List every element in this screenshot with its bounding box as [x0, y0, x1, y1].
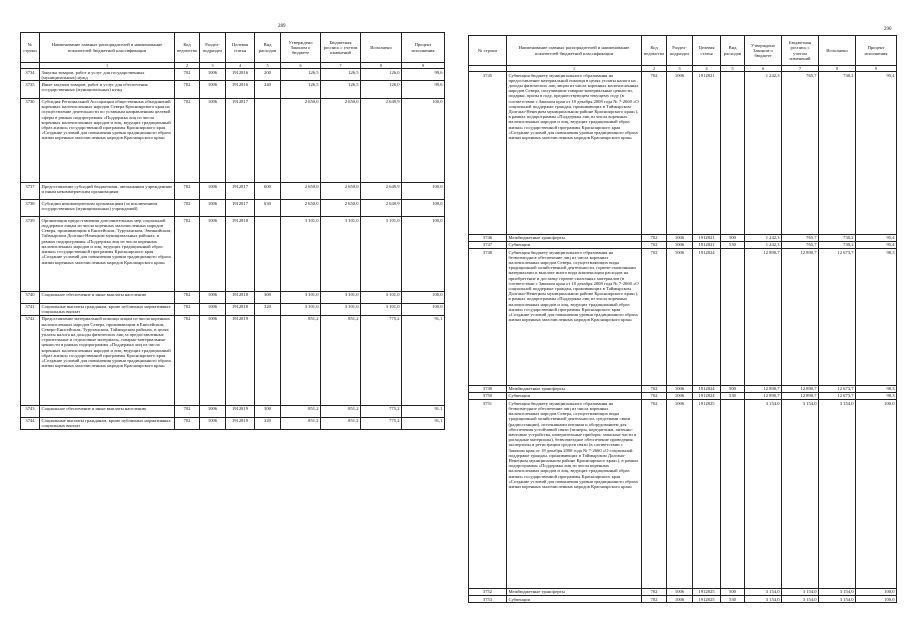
expense-type-cell: 300: [255, 291, 281, 303]
description-cell: Предоставление субсидий бюджетным, автономным учреждениям и иным некоммерческим организациям: [40, 183, 175, 200]
execution-percent-cell: 95,4: [856, 234, 897, 241]
executed-amount-cell: 126,0: [361, 81, 402, 98]
table-row: [469, 72, 897, 235]
expense-type-cell: 600: [255, 183, 281, 200]
header-cell: Наименование главных распорядителей и наименование показателей бюджетной классификации: [507, 36, 642, 66]
execution-percent-cell: 98,3: [856, 392, 897, 399]
column-number: 2: [642, 66, 667, 72]
page-number: 289: [278, 24, 286, 29]
ministry-code-cell: 702: [175, 217, 200, 291]
execution-percent-cell: 100,0: [402, 98, 445, 183]
expense-type-cell: 500: [721, 588, 745, 595]
header-cell: № строки: [469, 36, 507, 66]
header-cell: Процент исполнения: [856, 36, 897, 66]
budget-list-amount-cell: 3 101,0: [321, 291, 361, 303]
section-code-cell: 1006: [200, 183, 226, 200]
target-article-cell: 1912825: [693, 596, 721, 603]
section-code-cell: 1006: [200, 315, 226, 405]
target-article-cell: 1912817: [226, 98, 255, 183]
header-cell: Целевая статья: [226, 33, 255, 63]
target-article-cell: 1912818: [226, 217, 255, 291]
section-code-cell: 1006: [200, 291, 226, 303]
target-article-cell: 1912825: [693, 400, 721, 589]
execution-percent-cell: 99,6: [402, 69, 445, 81]
column-number: 2: [175, 63, 200, 69]
approved-amount-cell: 2 650,0: [281, 200, 321, 217]
section-code-cell: 1006: [667, 234, 693, 241]
expense-type-cell: [255, 217, 281, 291]
execution-percent-cell: 100,0: [856, 588, 897, 595]
row-number-cell: 3736: [21, 98, 40, 183]
expense-type-cell: 530: [721, 392, 745, 399]
row-number-cell: 3739: [21, 217, 40, 291]
target-article-cell: 1912818: [226, 303, 255, 315]
section-code-cell: 1006: [200, 200, 226, 217]
execution-percent-cell: 95,4: [856, 241, 897, 248]
approved-amount-cell: 126,5: [281, 69, 321, 81]
description-cell: Социальное обеспечение и иные выплаты населению: [40, 405, 175, 417]
row-number-cell: 3748: [469, 249, 507, 386]
approved-amount-cell: 1 242,3: [745, 72, 782, 235]
row-number-cell: 3753: [469, 596, 507, 603]
row-number-cell: 3749: [469, 385, 507, 392]
column-number: 1: [40, 63, 175, 69]
expense-type-cell: 630: [255, 200, 281, 217]
table-row: [21, 183, 445, 200]
approved-amount-cell: 2 650,0: [281, 183, 321, 200]
target-article-cell: 1912817: [226, 200, 255, 217]
approved-amount-cell: 851,2: [281, 315, 321, 405]
header-cell: Раздел-подраздел: [200, 33, 226, 63]
column-number: 4: [226, 63, 255, 69]
description-cell: Иные закупки товаров, работ и услуг для обеспечения государственных (муниципальных) нужд: [40, 81, 175, 98]
execution-percent-cell: 98,3: [856, 249, 897, 386]
header-cell: Процент исполнения: [402, 33, 445, 63]
executed-amount-cell: 775,2: [361, 417, 402, 429]
row-number-cell: 3746: [469, 234, 507, 241]
section-code-cell: 1006: [200, 81, 226, 98]
expense-type-cell: 530: [721, 596, 745, 603]
description-cell: Социальное обеспечение и иные выплаты населению: [40, 291, 175, 303]
description-cell: Субвенции: [507, 392, 642, 399]
ministry-code-cell: 702: [642, 385, 667, 392]
ministry-code-cell: 702: [642, 392, 667, 399]
executed-amount-cell: 12 673,7: [819, 249, 856, 386]
header-cell: Вид расходов: [721, 36, 745, 66]
budget-list-amount-cell: 2 650,0: [321, 200, 361, 217]
column-number: 3: [200, 63, 226, 69]
description-cell: Закупка товаров, работ и услуг для государственных (муниципальных) нужд: [40, 69, 175, 81]
expense-type-cell: [721, 400, 745, 589]
approved-amount-cell: 1 242,3: [745, 241, 782, 248]
expense-type-cell: 320: [255, 303, 281, 315]
approved-amount-cell: 1 242,3: [745, 234, 782, 241]
ministry-code-cell: 702: [642, 241, 667, 248]
column-number: 4: [693, 66, 721, 72]
row-number-cell: 3737: [21, 183, 40, 200]
row-number-cell: 3747: [469, 241, 507, 248]
table-header-row: [469, 36, 897, 66]
column-number: 8: [361, 63, 402, 69]
approved-amount-cell: 12 890,7: [745, 249, 782, 386]
table-row: [469, 596, 897, 603]
target-article-cell: 1912819: [226, 315, 255, 405]
table-row: [21, 200, 445, 217]
executed-amount-cell: 775,2: [361, 315, 402, 405]
table-row: [21, 417, 445, 429]
ministry-code-cell: 702: [175, 315, 200, 405]
section-code-cell: 1006: [200, 303, 226, 315]
table-row: [21, 315, 445, 405]
executed-amount-cell: 12 673,7: [819, 392, 856, 399]
budget-list-amount-cell: 3 154,0: [782, 588, 819, 595]
execution-percent-cell: 100,0: [856, 596, 897, 603]
description-cell: Предоставление материальной помощи лицам из числа коренных малочисленных народов Севера, проживающим в Енисейском, Северо-Енисейском, Туруханском, Таймырском районах, в целях уплаты налога на доходы физических лиц за предоставленные строительные и отделочные материалы, товарно-материальные ценности в рамках подпрограммы «Поддержка лиц из числа коренных малочисленных народов и лиц, ведущих традиционный образ жизни» государственной программы Красноярского края «Создание условий для повышения уровня традиционного образа жизни коренных малочисленных народов Красноярского края»: [40, 315, 175, 405]
ministry-code-cell: 702: [175, 69, 200, 81]
target-article-cell: 1912821: [693, 72, 721, 235]
expense-type-cell: 240: [255, 81, 281, 98]
row-number-cell: 3750: [469, 392, 507, 399]
section-code-cell: 1006: [667, 72, 693, 235]
approved-amount-cell: 126,5: [281, 81, 321, 98]
expense-type-cell: 320: [255, 417, 281, 429]
description-cell: Субвенции: [507, 596, 642, 603]
header-cell: Бюджетная роспись с учетом изменений: [321, 33, 361, 63]
target-article-cell: 1912816: [226, 69, 255, 81]
approved-amount-cell: 3 154,0: [745, 596, 782, 603]
description-cell: Субвенция бюджету муниципального образования на безвозмездное обеспечение лиц из числа коренных малочисленных народов Севера, осуществляющих виды традиционной хозяйственной деятельности, горюче-смазочными материалами и выплате иного вида компенсации расходов на приобретение и доставку горюче-смазочных материалов (в соответствии с Законом края от 18 декабря 2008 года № 7-2660 «О социальной поддержке граждан, проживающих в Таймырском Долгано-Ненецком муниципальном районе Красноярского края»), в рамках подпрограммы «Поддержка лиц из числа коренных малочисленных народов и лиц, ведущих традиционный образ жизни» государственной программы Красноярского края «Создание условий для повышения уровня традиционного образа жизни коренных малочисленных народов Красноярского края»: [507, 249, 642, 386]
table-row: [469, 392, 897, 399]
budget-list-amount-cell: 126,5: [321, 69, 361, 81]
executed-amount-cell: 3 101,0: [361, 217, 402, 291]
column-number: 6: [281, 63, 321, 69]
table-row: [21, 291, 445, 303]
ministry-code-cell: 702: [642, 72, 667, 235]
target-article-cell: 1912816: [226, 81, 255, 98]
section-code-cell: 1006: [200, 69, 226, 81]
target-article-cell: 1912819: [226, 405, 255, 417]
ministry-code-cell: 702: [642, 596, 667, 603]
description-cell: Межбюджетные трансферты: [507, 234, 642, 241]
table-row: [21, 405, 445, 417]
approved-amount-cell: 851,2: [281, 405, 321, 417]
execution-percent-cell: 95,4: [856, 72, 897, 235]
target-article-cell: 1912819: [226, 417, 255, 429]
expense-type-cell: 530: [721, 241, 745, 248]
budget-list-amount-cell: 3 101,0: [321, 303, 361, 315]
header-cell: Наименование главных распорядителей и наименование показателей бюджетной классификации: [40, 33, 175, 63]
row-number-cell: 3741: [21, 303, 40, 315]
approved-amount-cell: 3 101,0: [281, 217, 321, 291]
executed-amount-cell: 730,2: [819, 234, 856, 241]
executed-amount-cell: 12 673,7: [819, 385, 856, 392]
executed-amount-cell: 3 154,0: [819, 400, 856, 589]
section-code-cell: 1006: [200, 417, 226, 429]
ministry-code-cell: 702: [175, 303, 200, 315]
executed-amount-cell: 730,2: [819, 72, 856, 235]
table-row: [469, 385, 897, 392]
execution-percent-cell: 100,0: [402, 303, 445, 315]
target-article-cell: 1912824: [693, 385, 721, 392]
target-article-cell: 1912818: [226, 291, 255, 303]
budget-list-amount-cell: 2 650,0: [321, 183, 361, 200]
description-cell: Социальные выплаты гражданам, кроме публичных нормативных социальных выплат: [40, 417, 175, 429]
section-code-cell: 1006: [667, 596, 693, 603]
table-row: [21, 217, 445, 291]
table-body: [21, 69, 445, 430]
budget-list-amount-cell: 851,2: [321, 417, 361, 429]
table-row: [21, 69, 445, 81]
table-row: [469, 241, 897, 248]
expense-type-cell: 200: [255, 69, 281, 81]
description-cell: Социальные выплаты гражданам, кроме публичных нормативных социальных выплат: [40, 303, 175, 315]
execution-percent-cell: 100,0: [402, 183, 445, 200]
target-article-cell: 1912824: [693, 392, 721, 399]
description-cell: Организация предоставления дополнительных мер социальной поддержки лицам из числа коренных малочисленных народов Севера, проживающим в Енисейском, Туруханском, Эвенкийском, Таймырском Долгано-Ненецком муниципальных районах, в рамках подпрограммы «Поддержка лиц из числа коренных малочисленных народов и лиц, ведущих традиционный образ жизни» государственной программы Красноярского края «Создание условий для повышения уровня традиционного образа жизни коренных малочисленных народов Красноярского края»: [40, 217, 175, 291]
ministry-code-cell: 702: [642, 400, 667, 589]
expense-type-cell: 500: [721, 234, 745, 241]
approved-amount-cell: 3 101,0: [281, 291, 321, 303]
header-cell: Целевая статья: [693, 36, 721, 66]
executed-amount-cell: 2 649,9: [361, 183, 402, 200]
row-number-cell: 3744: [21, 417, 40, 429]
execution-percent-cell: 91,1: [402, 315, 445, 405]
column-number: 1: [507, 66, 642, 72]
executed-amount-cell: 775,2: [361, 405, 402, 417]
header-cell: Утверждено Законом о бюджете: [281, 33, 321, 63]
column-number: 9: [856, 66, 897, 72]
row-number-cell: 3734: [21, 69, 40, 81]
target-article-cell: 1912817: [226, 183, 255, 200]
section-code-cell: 1006: [200, 405, 226, 417]
section-code-cell: 1006: [667, 392, 693, 399]
budget-list-amount-cell: 126,5: [321, 81, 361, 98]
section-code-cell: 1006: [200, 98, 226, 183]
page-number: 290: [884, 27, 892, 32]
ministry-code-cell: 702: [642, 234, 667, 241]
row-number-cell: 3735: [21, 81, 40, 98]
executed-amount-cell: 3 101,0: [361, 303, 402, 315]
row-number-cell: 3751: [469, 400, 507, 589]
column-number: 5: [255, 63, 281, 69]
budget-list-amount-cell: 2 650,0: [321, 98, 361, 183]
budget-list-amount-cell: 851,2: [321, 405, 361, 417]
budget-list-amount-cell: 3 154,0: [782, 400, 819, 589]
row-number-cell: 3740: [21, 291, 40, 303]
executed-amount-cell: 3 154,0: [819, 588, 856, 595]
budget-list-amount-cell: 765,7: [782, 241, 819, 248]
section-code-cell: 1006: [667, 588, 693, 595]
expense-type-cell: [255, 98, 281, 183]
header-cell: Код ведомства: [642, 36, 667, 66]
ministry-code-cell: 702: [175, 405, 200, 417]
execution-percent-cell: 99,6: [402, 81, 445, 98]
approved-amount-cell: 3 154,0: [745, 400, 782, 589]
row-number-cell: 3738: [21, 200, 40, 217]
ministry-code-cell: 702: [175, 417, 200, 429]
budget-table: [468, 35, 897, 603]
approved-amount-cell: 12 890,7: [745, 392, 782, 399]
budget-list-amount-cell: 12 890,7: [782, 249, 819, 386]
execution-percent-cell: 91,1: [402, 417, 445, 429]
column-number: 7: [321, 63, 361, 69]
table-row: [469, 249, 897, 386]
target-article-cell: 1912825: [693, 588, 721, 595]
execution-percent-cell: 91,1: [402, 405, 445, 417]
budget-list-amount-cell: 3 154,0: [782, 596, 819, 603]
section-code-cell: 1006: [667, 241, 693, 248]
ministry-code-cell: 702: [175, 183, 200, 200]
budget-list-amount-cell: 851,2: [321, 315, 361, 405]
row-number-cell: 3743: [21, 405, 40, 417]
ministry-code-cell: 702: [175, 98, 200, 183]
execution-percent-cell: 100,0: [856, 400, 897, 589]
table-body: [469, 72, 897, 603]
section-code-cell: 1006: [667, 400, 693, 589]
row-number-cell: 3745: [469, 72, 507, 235]
executed-amount-cell: 2 649,9: [361, 98, 402, 183]
execution-percent-cell: 98,3: [856, 385, 897, 392]
budget-list-amount-cell: 12 890,7: [782, 392, 819, 399]
budget-list-amount-cell: 12 890,7: [782, 385, 819, 392]
header-cell: Утверждено Законом о бюджете: [745, 36, 782, 66]
header-cell: Исполнено: [819, 36, 856, 66]
table-row: [469, 234, 897, 241]
budget-list-amount-cell: 765,7: [782, 234, 819, 241]
expense-type-cell: [721, 72, 745, 235]
section-code-cell: 1006: [667, 385, 693, 392]
description-cell: Межбюджетные трансферты: [507, 385, 642, 392]
column-number: 7: [782, 66, 819, 72]
description-cell: Субвенция бюджету муниципального образования на предоставление материальной помощи в целях уплаты налога на доходы физических лиц лицам из числа коренных малочисленных народов Севера, получившим товарно-материальные ценности, подарки, призы в году, предшествующем текущему году (в соответствии с Законом края от 18 декабря 2008 года № 7-2660 «О социальной поддержке граждан, проживающих в Таймырском Долгано-Ненецком муниципальном районе Красноярского края»), в рамках подпрограммы «Поддержка лиц из числа коренных малочисленных народов и лиц, ведущих традиционный образ жизни» государственной программы Красноярского края «Создание условий для повышения уровня традиционного образа жизни коренных малочисленных народов Красноярского края»: [507, 72, 642, 235]
header-cell: № строки: [21, 33, 40, 63]
section-code-cell: 1006: [667, 249, 693, 386]
column-number: 3: [667, 66, 693, 72]
approved-amount-cell: 851,2: [281, 417, 321, 429]
header-cell: Раздел-подраздел: [667, 36, 693, 66]
approved-amount-cell: 2 650,0: [281, 98, 321, 183]
table-row: [21, 81, 445, 98]
header-cell: Исполнено: [361, 33, 402, 63]
budget-list-amount-cell: 765,7: [782, 72, 819, 235]
table-row: [21, 98, 445, 183]
approved-amount-cell: 3 101,0: [281, 303, 321, 315]
description-cell: Субвенция бюджету муниципального образования на безвозмездное обеспечение лиц из числа коренных малочисленных народов Севера, осуществляющих виды традиционной хозяйственной деятельности, средствами связи (радиостанции), источниками питания и оборудованием для обеспечения устойчивой связи (тюнеры, передатчики, антенно-мачтовые устройства, измерительные приборы, запасные части и расходные материалы), безвозмездное обеспечение проведения экспертизы и регистрации средств связи (в соответствии с Законом края от 18 декабря 2008 года № 7-2660 «О социальной поддержке граждан, проживающих в Таймырском Долгано-Ненецком муниципальном районе Красноярского края»), в рамках подпрограммы «Поддержка лиц из числа коренных малочисленных народов и лиц, ведущих традиционный образ жизни» государственной программы Красноярского края «Создание условий для повышения уровня традиционного образа жизни коренных малочисленных народов Красноярского края»: [507, 400, 642, 589]
budget-list-amount-cell: 3 101,0: [321, 217, 361, 291]
execution-percent-cell: 100,0: [402, 200, 445, 217]
executed-amount-cell: 730,2: [819, 241, 856, 248]
row-number-cell: 3752: [469, 588, 507, 595]
ministry-code-cell: 702: [642, 249, 667, 386]
table-row: [469, 588, 897, 595]
table-header-row: [21, 33, 445, 63]
approved-amount-cell: 12 890,7: [745, 385, 782, 392]
ministry-code-cell: 702: [175, 291, 200, 303]
target-article-cell: 1912821: [693, 241, 721, 248]
ministry-code-cell: 702: [175, 81, 200, 98]
expense-type-cell: 500: [721, 385, 745, 392]
executed-amount-cell: 126,0: [361, 69, 402, 81]
header-cell: Бюджетная роспись с учетом изменений: [782, 36, 819, 66]
description-cell: Субсидия Региональной Ассоциации общественных объединений коренных малочисленных народов Севера Красноярского края на осуществление деятельности по уставным направлениям целевой сферы в рамках подпрограммы «Поддержка лиц из числа коренных малочисленных народов и лиц, ведущих традиционный образ жизни» государственной программы Красноярского края «Создание условий для повышения уровня традиционного образа жизни коренных малочисленных народов Красноярского края»: [40, 98, 175, 183]
header-cell: Код ведомства: [175, 33, 200, 63]
column-number: 6: [745, 66, 782, 72]
row-number-cell: 3742: [21, 315, 40, 405]
executed-amount-cell: 2 649,9: [361, 200, 402, 217]
expense-type-cell: [255, 315, 281, 405]
ministry-code-cell: 702: [175, 200, 200, 217]
header-cell: Вид расходов: [255, 33, 281, 63]
column-number: 8: [819, 66, 856, 72]
table-row: [21, 303, 445, 315]
section-code-cell: 1006: [200, 217, 226, 291]
description-cell: Субвенции: [507, 241, 642, 248]
budget-table: [20, 32, 445, 430]
column-number: 9: [402, 63, 445, 69]
table-row: [469, 400, 897, 589]
column-number: 5: [721, 66, 745, 72]
execution-percent-cell: 100,0: [402, 291, 445, 303]
expense-type-cell: 300: [255, 405, 281, 417]
executed-amount-cell: 3 154,0: [819, 596, 856, 603]
execution-percent-cell: 100,0: [402, 217, 445, 291]
description-cell: Межбюджетные трансферты: [507, 588, 642, 595]
description-cell: Субсидии некоммерческим организациям (за исключением государственных (муниципальных) учреждений): [40, 200, 175, 217]
expense-type-cell: [721, 249, 745, 386]
approved-amount-cell: 3 154,0: [745, 588, 782, 595]
target-article-cell: 1912824: [693, 249, 721, 386]
executed-amount-cell: 3 101,0: [361, 291, 402, 303]
ministry-code-cell: 702: [642, 588, 667, 595]
target-article-cell: 1912821: [693, 234, 721, 241]
